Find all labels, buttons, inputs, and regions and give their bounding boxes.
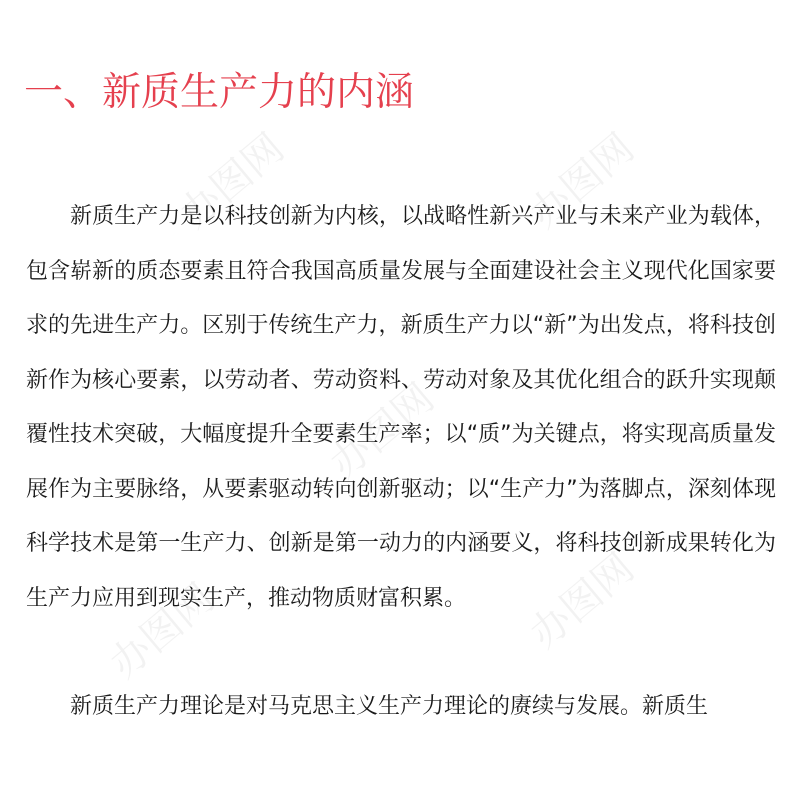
watermark: 办图网 xyxy=(321,374,443,488)
section-heading: 一、新质生产力的内涵 xyxy=(24,70,415,115)
paragraph-2: 新质生产力理论是对马克思主义生产力理论的赓续与发展。新质生 xyxy=(70,694,709,719)
watermark: 办图网 xyxy=(171,124,293,238)
watermark: 办图网 xyxy=(101,574,223,688)
watermark: 办图网 xyxy=(521,544,643,658)
document-body xyxy=(26,190,776,735)
paragraph-1: 新质生产力是以科技创新为内核，以战略性新兴产业与未来产业为载体，包含崭新的质态要素且符合我国高质量发展与全面建设社会主义现代化国家要求的先进生产力。区别于传统生产力，新质生产力以“新”为出发点，将科技创新作为核心要素，以劳动者、劳动资料、劳动对象及其优化组合的跃升实现颠覆性技术突破，大幅度提升全要素生产率；以“质”为关键点，将实现高质量发展作为主要脉络，从要素驱动转向创新驱动；以“生产力”为落脚点，深刻体现科学技术是第一生产力、创新是第一动力的内涵要义，将科技创新成果转化为生产力应用到现实生产，推动物质财富积累。 xyxy=(26,204,776,611)
watermark: 办图网 xyxy=(521,124,643,238)
